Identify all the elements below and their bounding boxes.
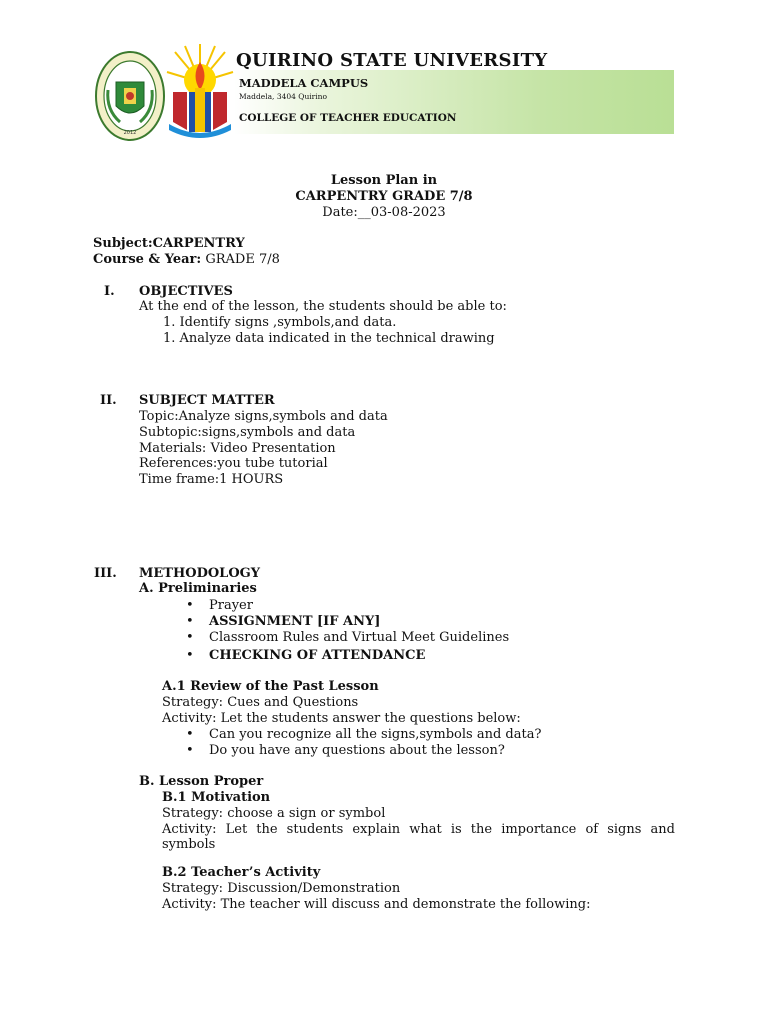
objective-item: 1. Identify signs ,symbols,and data. [163, 315, 397, 330]
course-value: GRADE 7/8 [201, 252, 280, 267]
review-question: • Do you have any questions about the lesson? [209, 743, 505, 758]
lesson-date: Date:__03-08-2023 [322, 205, 446, 220]
motivation-heading: B.1 Motivation [162, 790, 271, 805]
motivation-strategy: Strategy: choose a sign or symbol [162, 806, 386, 821]
campus-address: Maddela, 3404 Quirino [239, 92, 328, 101]
time-frame-line: Time frame:1 HOURS [139, 472, 284, 487]
university-seal-logo [94, 50, 166, 142]
college-emblem-logo [165, 42, 235, 142]
seal-year: 2012 [123, 130, 137, 136]
subject-label: Subject: [93, 236, 153, 251]
prelim-item: • Classroom Rules and Virtual Meet Guidelines [209, 630, 509, 645]
prelim-item: • CHECKING OF ATTENDANCE [209, 648, 425, 663]
preliminaries-heading: A. Preliminaries [139, 581, 257, 596]
motivation-activity-cont: symbols [162, 837, 216, 852]
references-line: References:you tube tutorial [139, 456, 328, 471]
subject-matter-heading: SUBJECT MATTER [139, 393, 275, 408]
review-strategy: Strategy: Cues and Questions [162, 695, 359, 710]
motivation-activity: Activity: Let the students explain what is the importance of signs and [162, 822, 675, 837]
subtopic-line: Subtopic:signs,symbols and data [139, 425, 356, 440]
methodology-numeral: III. [94, 566, 117, 581]
subject-matter-numeral: II. [100, 393, 117, 408]
subject-line [93, 236, 245, 251]
lesson-proper-heading: B. Lesson Proper [139, 774, 264, 789]
review-heading: A.1 Review of the Past Lesson [162, 679, 379, 694]
materials-line: Materials: Video Presentation [139, 441, 336, 456]
course-line [93, 252, 280, 267]
methodology-heading: METHODOLOGY [139, 566, 261, 581]
lesson-plan-subject-title: CARPENTRY GRADE 7/8 [295, 189, 473, 204]
teacher-activity-strategy: Strategy: Discussion/Demonstration [162, 881, 401, 896]
campus-name: MADDELA CAMPUS [239, 76, 369, 90]
topic-line: Topic:Analyze signs,symbols and data [139, 409, 388, 424]
objectives-numeral: I. [104, 284, 115, 299]
university-name: QUIRINO STATE UNIVERSITY [236, 50, 548, 71]
subject-value: CARPENTRY [152, 236, 245, 251]
review-activity: Activity: Let the students answer the questions below: [162, 711, 521, 726]
prelim-item: • Prayer [209, 598, 253, 613]
review-question: • Can you recognize all the signs,symbols and data? [209, 727, 541, 742]
objective-item: 1. Analyze data indicated in the technical drawing [163, 331, 495, 346]
teacher-activity-heading: B.2 Teacher’s Activity [162, 865, 321, 880]
teacher-activity-description: Activity: The teacher will discuss and demonstrate the following: [162, 897, 591, 912]
college-name: COLLEGE OF TEACHER EDUCATION [239, 112, 457, 124]
lesson-plan-title: Lesson Plan in [330, 173, 438, 188]
objectives-intro: At the end of the lesson, the students should be able to: [139, 299, 507, 314]
prelim-item: • ASSIGNMENT [IF ANY] [209, 614, 380, 629]
objectives-heading: OBJECTIVES [139, 284, 233, 299]
course-label: Course & Year: [93, 252, 202, 267]
